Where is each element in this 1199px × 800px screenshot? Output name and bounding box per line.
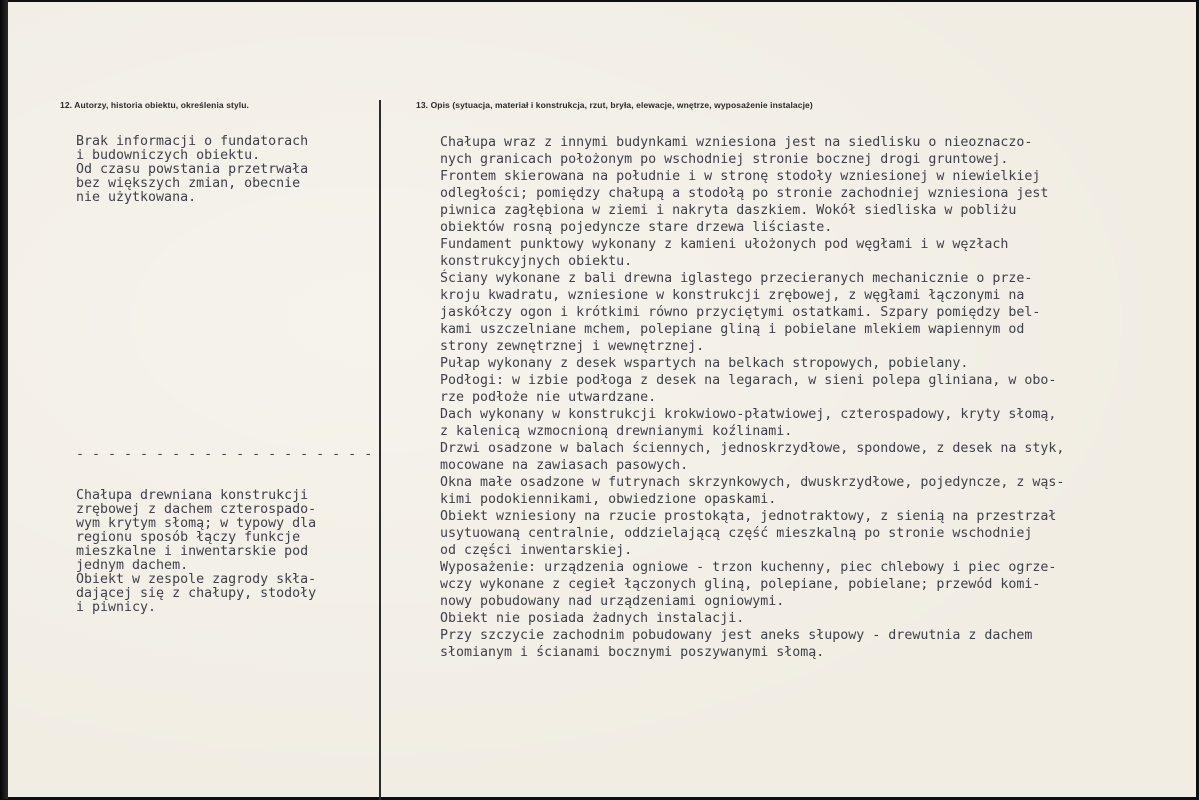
text-line: kroju kwadratu, wzniesione w konstrukcji zrębowej, z węgłami łączonymi na (440, 288, 1025, 303)
text-line: Chałupa wraz z innymi budynkami wzniesiona jest na siedlisku o nieoznaczo- (440, 135, 1033, 150)
text-line: strony zewnętrznej i wewnętrznej. (440, 339, 705, 354)
text-line: odległości; pomiędzy chałupą a stodołą po stronie zachodniej wzniesiona jest (440, 186, 1049, 201)
text-line: Fundament punktowy wykonany z kamieni ułożonych pod węgłami i w węzłach (440, 237, 1009, 252)
section-12-header: 12. Autorzy, historia obiektu, określenia stylu. (60, 100, 250, 110)
text-line: piwnica zagłębiona w ziemi i nakryta daszkiem. Wokół siedliska w pobliżu (440, 203, 1017, 218)
text-line: konstrukcyjnych obiektu. (440, 254, 633, 269)
text-line: wczy wykonane z cegieł łączonych gliną, polepiane, pobielane; przewód komi- (440, 577, 1041, 592)
text-line: regionu sposób łączy funkcje (76, 530, 301, 545)
text-line: słomianym i ścianami bocznymi poszywanymi słomą. (440, 645, 825, 660)
text-line: zrębowej z dachem czterospado- (76, 502, 317, 517)
text-line: mieszkalne i inwentarskie pod (76, 544, 309, 559)
text-line: Podłogi: w izbie podłoga z desek na legarach, w sieni polepa gliniana, w obo- (440, 373, 1057, 388)
text-line: Drzwi osadzone w balach ściennych, jednoskrzydłowe, spondowe, z desek na styk, (440, 441, 1065, 456)
text-line: Ściany wykonane z bali drewna iglastego przecieranych mechanicznie o prze- (440, 271, 1033, 286)
text-line: usytuowaną centralnie, oddzielającą część mieszkalną po stronie wschodniej (440, 526, 1033, 541)
description-text (440, 134, 1064, 661)
text-line: Dach wykonany w konstrukcji krokwiowo-płatwiowej, czterospadowy, kryty słomą, (440, 407, 1057, 422)
text-line: jaskółczy ogon i krótkimi równo przyciętymi ostatkami. Szpary pomiędzy bel- (440, 305, 1041, 320)
column-divider (379, 100, 381, 800)
text-line: Obiekt w zespole zagrody skła- (76, 572, 317, 587)
text-line: nych granicach położonym po wschodniej stronie bocznej drogi gruntowej. (440, 152, 1009, 167)
text-line: Obiekt wzniesiony na rzucie prostokąta, jednotraktowy, z sienią na przestrzał (440, 509, 1057, 524)
text-line: obiektów rosną pojedyncze stare drzewa liściaste. (440, 220, 833, 235)
text-line: nie użytkowana. (76, 190, 197, 205)
scan-edge (0, 0, 8, 799)
text-line: Wyposażenie: urządzenia ogniowe - trzon kuchenny, piec chlebowy i piec ogrze- (440, 560, 1057, 575)
text-line: mocowane na zawiasach pasowych. (440, 458, 689, 473)
text-line: i budowniczych obiektu. (76, 148, 261, 163)
text-line: Pułap wykonany z desek wspartych na belkach stropowych, pobielany. (440, 356, 969, 371)
text-line: jednym dachem. (76, 558, 189, 573)
text-line: Od czasu powstania przetrwała (76, 162, 309, 177)
text-line: Przy szczycie zachodnim pobudowany jest aneks słupowy - drewutnia z dachem (440, 628, 1033, 643)
text-line: Frontem skierowana na południe i w stronę stodoły wzniesionej w niewielkiej (440, 169, 1041, 184)
text-line: rze podłoże nie utwardzane. (440, 390, 657, 405)
text-line: z kalenicą wzmocnioną drewnianymi koźlinami. (440, 424, 793, 439)
text-line: nowy pobudowany nad urządzeniami ogniowymi. (440, 594, 785, 609)
text-line: Brak informacji o fundatorach (76, 134, 309, 149)
text-line: kimi podokiennikami, obwiedzione opaskami. (440, 492, 777, 507)
summary-text (76, 488, 316, 614)
text-line: i piwnicy. (76, 600, 157, 615)
dashed-separator: - - - - - - - - - - - - - - - - - - - (76, 447, 373, 462)
text-line: Obiekt nie posiada żadnych instalacji. (440, 611, 745, 626)
text-line: bez większych zmian, obecnie (76, 176, 301, 191)
history-text (76, 134, 308, 204)
text-line: od części inwentarskiej. (440, 543, 633, 558)
section-13-header: 13. Opis (sytuacja, materiał i konstrukcja, rzut, bryła, elewacje, wnętrze, wyposażenie instalacje) (416, 100, 813, 110)
text-line: wym krytym słomą; w typowy dla (76, 516, 317, 531)
text-line: Chałupa drewniana konstrukcji (76, 488, 309, 503)
text-line: dającej się z chałupy, stodoły (76, 586, 317, 601)
text-line: Okna małe osadzone w futrynach skrzynkowych, dwuskrzydłowe, pojedyncze, z wąs- (440, 475, 1065, 490)
text-line: kami uszczelniane mchem, polepiane gliną i pobielane mlekiem wapiennym od (440, 322, 1025, 337)
